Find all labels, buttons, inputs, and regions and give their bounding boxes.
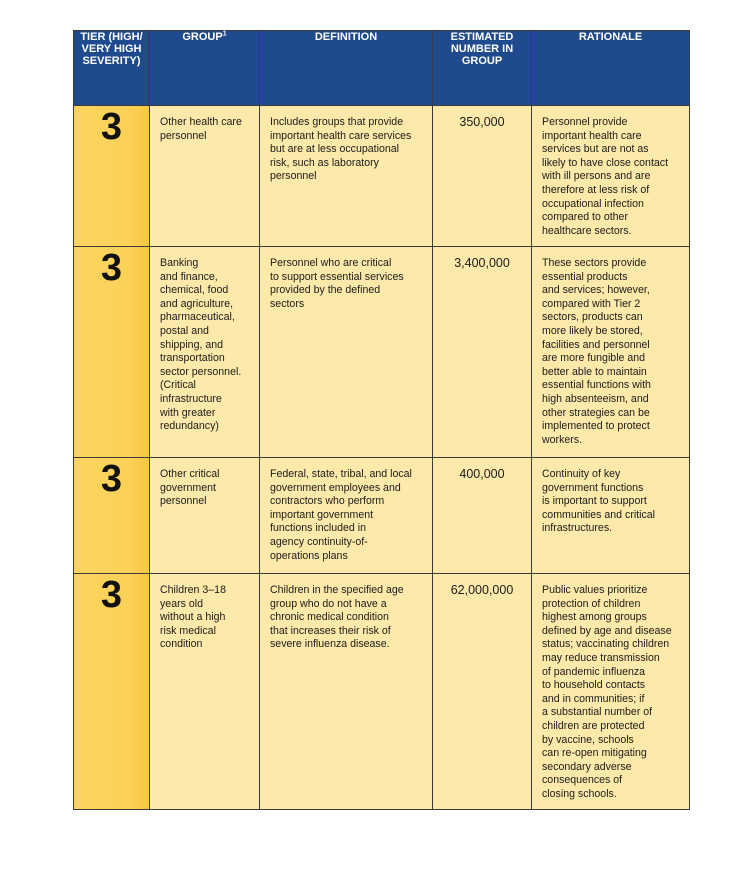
priority-tier-table (73, 30, 690, 810)
definition-column-header: DEFINITION (260, 31, 433, 106)
tier-column-header: TIER (HIGH/ VERY HIGH SEVERITY) (74, 31, 150, 106)
group-cell: Other critical government personnel (150, 458, 260, 574)
tier-value: 3 (74, 458, 150, 574)
table-row (74, 458, 690, 574)
estimated-number-cell: 62,000,000 (433, 574, 532, 810)
definition-cell: Personnel who are critical to support essential services provided by the defined sectors (260, 247, 433, 458)
rationale-cell: Continuity of key government functions is important to support communities and critical infrastructures. (532, 458, 690, 574)
estimated-number-cell: 3,400,000 (433, 247, 532, 458)
estimated-number-cell: 350,000 (433, 106, 532, 247)
tier-value: 3 (74, 574, 150, 810)
definition-cell: Children in the specified age group who do not have a chronic medical condition that increases their risk of severe influenza disease. (260, 574, 433, 810)
definition-cell: Includes groups that provide important health care services but are at less occupational risk, such as laboratory personnel (260, 106, 433, 247)
rationale-column-header: RATIONALE (532, 31, 690, 106)
tier-value: 3 (74, 247, 150, 458)
rationale-cell: Personnel provide important health care services but are not as likely to have close contact with ill persons and are therefore at less risk of occupational infection compared to other healthcare sectors. (532, 106, 690, 247)
estimated-number-column-header: ESTIMATED NUMBER IN GROUP (433, 31, 532, 106)
group-column-header (150, 31, 260, 106)
group-cell: Children 3–18 years old without a high risk medical condition (150, 574, 260, 810)
table-row (74, 106, 690, 247)
table-header-row (74, 31, 690, 106)
tier-value: 3 (74, 106, 150, 247)
group-header-label: GROUP (182, 31, 223, 43)
definition-cell: Federal, state, tribal, and local government employees and contractors who perform important government functions included in agency continuity-of- operations plans (260, 458, 433, 574)
group-cell: Other health care personnel (150, 106, 260, 247)
table-row (74, 574, 690, 810)
group-footnote-marker: 1 (222, 30, 227, 38)
rationale-cell: Public values prioritize protection of children highest among groups defined by age and disease status; vaccinating children may reduce transmission of pandemic influenza to household contacts and in communities; if a substantial number of children are protected by vaccine, schools can re-open mitigating secondary adverse consequences of closing schools. (532, 574, 690, 810)
table-row (74, 247, 690, 458)
group-cell: Banking and finance, chemical, food and agriculture, pharmaceutical, postal and shipping, and transportation sector personnel. (Critical infrastructure with greater redundancy) (150, 247, 260, 458)
rationale-cell: These sectors provide essential products and services; however, compared with Tier 2 sectors, products can more likely be stored, facilities and personnel are more fungible and better able to maintain essential functions with high absenteeism, and other strategies can be implemented to protect workers. (532, 247, 690, 458)
estimated-number-cell: 400,000 (433, 458, 532, 574)
